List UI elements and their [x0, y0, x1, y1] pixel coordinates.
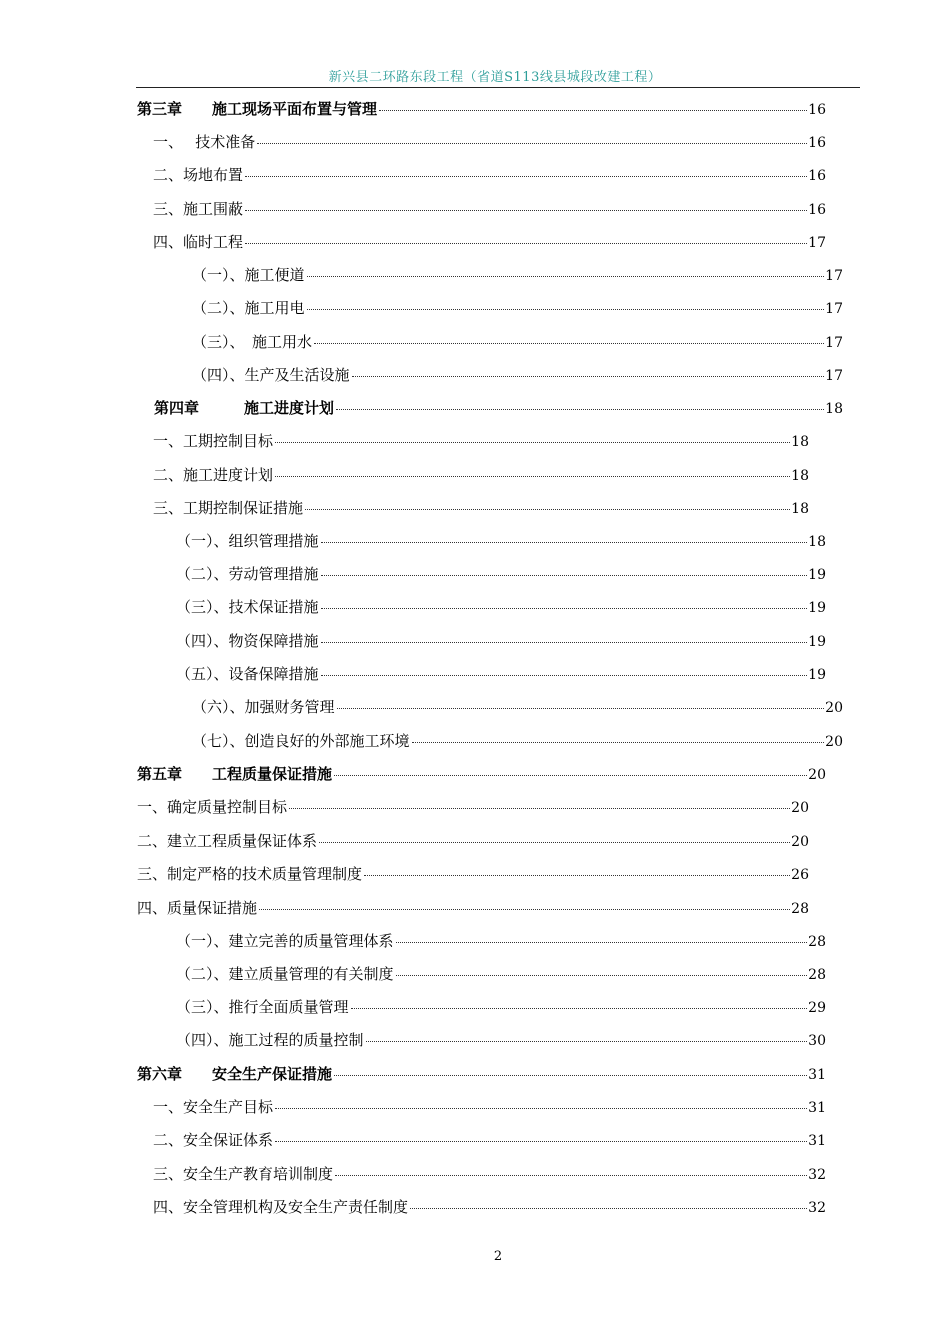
toc-entry-page: 31 [808, 1067, 826, 1083]
toc-entry-page: 19 [808, 567, 826, 583]
toc-entry-label: （一）、建立完善的质量管理体系 [176, 932, 394, 950]
toc-entry-label: 一、工期控制目标 [153, 432, 274, 450]
toc-entry-label: （三）、技术保证措施 [176, 598, 319, 616]
toc-entry-page: 19 [808, 667, 826, 683]
toc-entry[interactable] [153, 497, 809, 519]
toc-entry-label: 第五章 工程质量保证措施 [137, 765, 333, 783]
toc-entry[interactable] [192, 696, 843, 718]
toc-leader-dots [275, 442, 790, 443]
toc-leader-dots [245, 176, 807, 177]
toc-entry-page: 28 [808, 934, 826, 950]
toc-entry[interactable] [137, 863, 809, 885]
toc-entry-page: 20 [825, 734, 843, 750]
toc-leader-dots [245, 243, 807, 244]
toc-entry-chapter-6[interactable] [137, 1063, 826, 1085]
toc-entry-page: 28 [808, 967, 826, 983]
toc-entry-page: 30 [808, 1033, 826, 1049]
toc-entry[interactable] [176, 563, 826, 585]
toc-leader-dots [396, 942, 808, 943]
toc-leader-dots [275, 476, 790, 477]
header-rule [136, 87, 860, 88]
toc-entry-page: 19 [808, 600, 826, 616]
toc-entry-page: 16 [808, 135, 826, 151]
header-title: 新兴县二环路东段工程（省道S113线县城段改建工程） [328, 70, 662, 85]
toc-entry[interactable] [137, 830, 809, 852]
toc-entry-chapter-5[interactable] [137, 763, 826, 785]
toc-entry-label: （七）、创造良好的外部施工环境 [192, 732, 410, 750]
toc-entry-label: （三）、 施工用水 [192, 333, 313, 351]
toc-entry-page: 31 [808, 1100, 826, 1116]
toc-entry[interactable] [176, 630, 826, 652]
toc-entry-label: 第六章 安全生产保证措施 [137, 1065, 333, 1083]
toc-entry[interactable] [153, 1196, 826, 1218]
toc-leader-dots [334, 1075, 807, 1076]
toc-entry-page: 17 [808, 235, 826, 251]
toc-leader-dots [275, 1141, 807, 1142]
toc-entry-page: 16 [808, 102, 826, 118]
toc-entry[interactable] [153, 1096, 826, 1118]
toc-entry[interactable] [153, 1129, 826, 1151]
toc-leader-dots [335, 1175, 807, 1176]
toc-leader-dots [321, 542, 808, 543]
toc-entry-label: 一、安全生产目标 [153, 1098, 274, 1116]
toc-leader-dots [321, 642, 808, 643]
toc-entry-label: 一、确定质量控制目标 [137, 798, 288, 816]
toc-entry-page: 18 [791, 501, 809, 517]
toc-leader-dots [259, 909, 790, 910]
page-number: 2 [493, 1249, 503, 1264]
toc-entry-label: 第三章 施工现场平面布置与管理 [137, 100, 378, 118]
toc-entry[interactable] [153, 131, 826, 153]
toc-entry[interactable] [153, 198, 826, 220]
toc-leader-dots [321, 675, 808, 676]
toc-entry[interactable] [137, 897, 809, 919]
toc-entry-page: 19 [808, 634, 826, 650]
toc-leader-dots [336, 409, 824, 410]
toc-entry-label: 三、工期控制保证措施 [153, 499, 304, 517]
toc-entry-label: （六）、加强财务管理 [192, 698, 335, 716]
toc-entry[interactable] [176, 530, 826, 552]
toc-entry[interactable] [176, 596, 826, 618]
toc-entry-page: 20 [791, 834, 809, 850]
toc-entry[interactable] [192, 730, 843, 752]
toc-entry-page: 28 [791, 901, 809, 917]
toc-entry-page: 16 [808, 202, 826, 218]
toc-leader-dots [289, 808, 790, 809]
toc-leader-dots [245, 210, 807, 211]
toc-entry-page: 18 [808, 534, 826, 550]
toc-entry-page: 18 [791, 468, 809, 484]
toc-entry-chapter-3[interactable] [137, 98, 826, 120]
toc-entry-page: 17 [825, 301, 843, 317]
toc-entry-label: （三）、推行全面质量管理 [176, 998, 349, 1016]
toc-entry-page: 17 [825, 368, 843, 384]
toc-entry[interactable] [176, 930, 826, 952]
toc-entry[interactable] [137, 796, 809, 818]
toc-entry[interactable] [192, 331, 843, 353]
toc-leader-dots [319, 842, 790, 843]
toc-entry-label: （四）、物资保障措施 [176, 632, 319, 650]
toc-leader-dots [307, 309, 825, 310]
toc-entry-label: 四、临时工程 [153, 233, 244, 251]
toc-entry-label: 四、安全管理机构及安全生产责任制度 [153, 1198, 409, 1216]
toc-entry-page: 31 [808, 1133, 826, 1149]
toc-leader-dots [364, 875, 790, 876]
toc-leader-dots [412, 742, 825, 743]
toc-entry[interactable] [176, 963, 826, 985]
toc-entry[interactable] [192, 364, 843, 386]
toc-entry-page: 32 [808, 1200, 826, 1216]
toc-leader-dots [396, 975, 808, 976]
toc-leader-dots [410, 1208, 807, 1209]
toc-entry-label: 二、建立工程质量保证体系 [137, 832, 318, 850]
toc-entry[interactable] [176, 1029, 826, 1051]
toc-entry-label: 三、制定严格的技术质量管理制度 [137, 865, 363, 883]
toc-entry-label: （一）、组织管理措施 [176, 532, 319, 550]
toc-entry-label: 二、场地布置 [153, 166, 244, 184]
toc-leader-dots [379, 110, 807, 111]
toc-entry-label: （五）、设备保障措施 [176, 665, 319, 683]
toc-entry-page: 20 [791, 800, 809, 816]
toc-entry-label: （四）、施工过程的质量控制 [176, 1031, 364, 1049]
toc-leader-dots [307, 276, 825, 277]
toc-entry[interactable] [153, 164, 826, 186]
toc-leader-dots [314, 343, 824, 344]
toc-entry-page: 18 [791, 434, 809, 450]
toc-entry-label: 四、质量保证措施 [137, 899, 258, 917]
toc-leader-dots [337, 708, 825, 709]
toc-entry-page: 20 [825, 700, 843, 716]
toc-entry[interactable] [176, 996, 826, 1018]
toc-leader-dots [352, 376, 825, 377]
toc-leader-dots [321, 608, 808, 609]
toc-entry-label: （二）、施工用电 [192, 299, 305, 317]
toc-entry-page: 17 [825, 335, 843, 351]
toc-entry-label: 三、安全生产教育培训制度 [153, 1165, 334, 1183]
toc-entry-label: （二）、建立质量管理的有关制度 [176, 965, 394, 983]
toc-entry-page: 16 [808, 168, 826, 184]
toc-entry-page: 17 [825, 268, 843, 284]
toc-leader-dots [275, 1108, 807, 1109]
toc-entry-label: （一）、施工便道 [192, 266, 305, 284]
toc-entry-page: 29 [808, 1000, 826, 1016]
toc-entry-label: 第四章 施工进度计划 [154, 399, 335, 417]
toc-entry-page: 26 [791, 867, 809, 883]
toc-entry[interactable] [192, 264, 843, 286]
toc-leader-dots [257, 143, 807, 144]
toc-entry-page: 18 [825, 401, 843, 417]
toc-leader-dots [321, 575, 808, 576]
toc-entry[interactable] [153, 430, 809, 452]
toc-entry-label: 二、施工进度计划 [153, 466, 274, 484]
toc-entry[interactable] [176, 663, 826, 685]
toc-leader-dots [366, 1041, 808, 1042]
toc-entry-label: （四）、生产及生活设施 [192, 366, 350, 384]
toc-entry-label: 一、 技术准备 [153, 133, 256, 151]
toc-entry[interactable] [192, 297, 843, 319]
toc-entry[interactable] [153, 1163, 826, 1185]
toc-entry-chapter-4[interactable] [154, 397, 843, 419]
toc-leader-dots [334, 775, 807, 776]
toc-entry[interactable] [153, 464, 809, 486]
toc-entry-label: 三、施工围蔽 [153, 200, 244, 218]
toc-leader-dots [305, 509, 790, 510]
toc-entry-label: 二、安全保证体系 [153, 1131, 274, 1149]
toc-entry-label: （二）、劳动管理措施 [176, 565, 319, 583]
toc-entry-page: 20 [808, 767, 826, 783]
toc-entry-page: 32 [808, 1167, 826, 1183]
toc-entry[interactable] [153, 231, 826, 253]
toc-leader-dots [351, 1008, 808, 1009]
